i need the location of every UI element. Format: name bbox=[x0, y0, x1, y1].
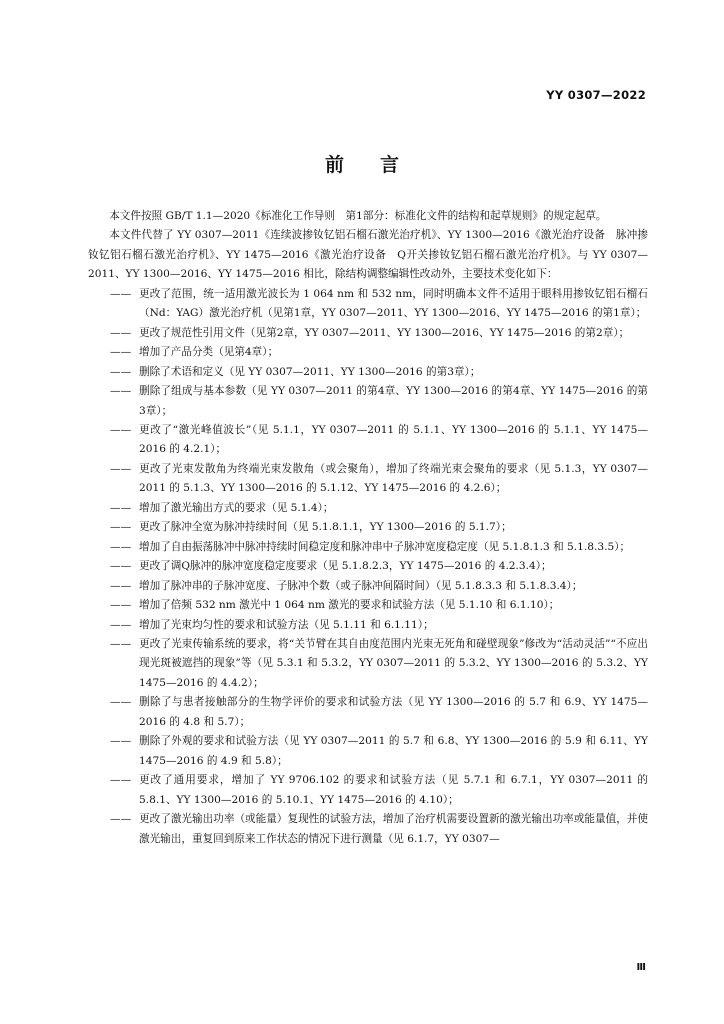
dash-marker: —— bbox=[110, 618, 132, 631]
list-item bbox=[88, 577, 648, 596]
list-item-text: 更改了通用要求，增加了 YY 9706.102 的要求和试验方法（见 5.7.1 和 6.7.1，YY 0307—2011 的 5.8.1、YY 1300—2016 的 5.10.1、YY 1475—2016 的 4.10）； bbox=[139, 774, 648, 806]
list-item bbox=[88, 616, 648, 635]
list-item-text: 删除了外观的要求和试验方法（见 YY 0307—2011 的 5.7 和 6.8、YY 1300—2016 的 5.9 和 6.11、YY 1475—2016 的 4.9 和 5.8）； bbox=[139, 735, 648, 767]
dash-marker: —— bbox=[110, 501, 132, 514]
list-item-text: 更改了范围，统一适用激光波长为 1 064 nm 和 532 nm，同时明确本文件不适用于眼科用掺钕钇铝石榴石（Nd：YAG）激光治疗机（见第1章，YY 0307—2011、YY 1300—2016、YY 1475—2016 的第1章）； bbox=[139, 287, 648, 320]
list-item-text: 增加了激光输出方式的要求（见 5.1.4）； bbox=[139, 501, 334, 514]
list-item-text: 更改了光束传输系统的要求，将“关节臂在其自由度范围内光束无死角和碰壁现象”修改为“活动灵活”“不应出现光斑被遮挡的现象”等（见 5.3.1 和 5.3.2，YY 0307—2011 的 5.3.2、YY 1300—2016 的 5.3.2、YY 1475—2016 的 4.4.2）； bbox=[139, 637, 648, 689]
list-item-text: 更改了激光输出功率（或能量）复现性的试验方法，增加了治疗机需要设置新的激光输出功率或能量值，并使激光输出，重复回到原来工作状态的情况下进行测量（见 6.1.7，YY 0307— bbox=[139, 813, 648, 845]
dash-marker: —— bbox=[110, 423, 132, 436]
list-item bbox=[88, 363, 648, 382]
list-item-text: 删除了术语和定义（见 YY 0307—2011、YY 1300—2016 的第3章）； bbox=[139, 365, 481, 378]
list-item-text: 更改了光束发散角为终端光束发散角（或会聚角），增加了终端光束会聚角的要求（见 5.1.3，YY 0307—2011 的 5.1.3、YY 1300—2016 的 5.1.12、YY 1475—2016 的 4.2.6）； bbox=[139, 462, 648, 495]
dash-marker: —— bbox=[110, 774, 132, 787]
standard-number: YY 0307—2022 bbox=[546, 88, 646, 102]
dash-marker: —— bbox=[110, 696, 132, 709]
dash-marker: —— bbox=[110, 560, 132, 573]
document-body bbox=[88, 207, 648, 849]
list-item-text: 更改了脉冲全宽为脉冲持续时间（见 5.1.8.1.1，YY 1300—2016 的 5.1.7）； bbox=[139, 521, 512, 534]
list-item bbox=[88, 382, 648, 421]
dash-marker: —— bbox=[110, 385, 132, 398]
list-item-text: 更改了“激光峰值波长”（见 5.1.1，YY 0307—2011 的 5.1.1、YY 1300—2016 的 5.1.1、YY 1475—2016 的 4.2.1）； bbox=[139, 423, 648, 456]
dash-marker: —— bbox=[110, 365, 132, 378]
dash-marker: —— bbox=[110, 637, 132, 650]
page-title: 前言 bbox=[324, 154, 435, 176]
paragraph: 本文件按照 GB/T 1.1—2020《标准化工作导则 第1部分：标准化文件的结构和起草规则》的规定起草。 bbox=[109, 210, 607, 222]
list-item-text: 增加了脉冲串的子脉冲宽度、子脉冲个数（或子脉冲间隔时间）（见 5.1.8.3.3 和 5.1.8.3.4）； bbox=[139, 579, 583, 592]
paragraph: 本文件代替了 YY 0307—2011《连续波掺钕钇铝石榴石激光治疗机》、YY 1300—2016《激光治疗设备 脉冲掺钕钇铝石榴石激光治疗机》、YY 1475—2016《激光治疗设备 Q开关掺钕钇铝石榴石激光治疗机》。与 YY 0307—2011、YY 1300—2016、YY 1475—2016 相比，除结构调整编辑性改动外，主要技术变化如下： bbox=[88, 229, 648, 281]
list-item-text: 增加了倍频 532 nm 激光中 1 064 nm 激光的要求和试验方法（见 5.1.10 和 6.1.10）； bbox=[139, 599, 560, 612]
dash-marker: —— bbox=[110, 579, 132, 592]
dash-marker: —— bbox=[110, 521, 132, 534]
list-item bbox=[88, 693, 648, 732]
list-item-text: 增加了自由振荡脉冲中脉冲持续时间稳定度和脉冲串中子脉冲宽度稳定度（见 5.1.8.1.3 和 5.1.8.3.5）； bbox=[139, 540, 631, 553]
list-item bbox=[88, 771, 648, 810]
dash-marker: —— bbox=[110, 287, 132, 300]
list-item-text: 增加了光束均匀性的要求和试验方法（见 5.1.11 和 6.1.11）； bbox=[139, 618, 434, 631]
list-item bbox=[88, 538, 648, 557]
list-item bbox=[88, 518, 648, 537]
dash-marker: —— bbox=[110, 346, 132, 359]
page-number: Ⅲ bbox=[636, 962, 646, 973]
list-item-text: 更改了调Q脉冲的脉冲宽度稳定度要求（见 5.1.8.2.3，YY 1475—2016 的 4.2.3.4）； bbox=[139, 560, 552, 573]
list-item-text: 删除了组成与基本参数（见 YY 0307—2011 的第4章、YY 1300—2016 的第4章、YY 1475—2016 的第3章）； bbox=[139, 385, 648, 417]
list-item bbox=[88, 343, 648, 362]
dash-marker: —— bbox=[110, 735, 132, 748]
list-item bbox=[88, 324, 648, 343]
list-item bbox=[88, 635, 648, 693]
list-item bbox=[88, 285, 648, 324]
list-item-text: 增加了产品分类（见第4章）； bbox=[139, 346, 279, 359]
dash-marker: —— bbox=[110, 540, 132, 553]
list-item bbox=[88, 421, 648, 460]
list-item bbox=[88, 596, 648, 615]
list-item bbox=[88, 499, 648, 518]
change-list bbox=[88, 285, 648, 849]
list-item-text: 删除了与患者接触部分的生物学评价的要求和试验方法（见 YY 1300—2016 的 5.7 和 6.9、YY 1475—2016 的 4.8 和 5.7）； bbox=[139, 696, 648, 728]
list-item bbox=[88, 460, 648, 499]
list-item bbox=[88, 557, 648, 576]
dash-marker: —— bbox=[110, 813, 132, 826]
dash-marker: —— bbox=[110, 326, 132, 339]
list-item bbox=[88, 732, 648, 771]
list-item-text: 更改了规范性引用文件（见第2章，YY 0307—2011、YY 1300—2016、YY 1475—2016 的第2章）； bbox=[139, 326, 630, 339]
dash-marker: —— bbox=[110, 599, 132, 612]
list-item bbox=[88, 810, 648, 849]
dash-marker: —— bbox=[110, 462, 132, 475]
